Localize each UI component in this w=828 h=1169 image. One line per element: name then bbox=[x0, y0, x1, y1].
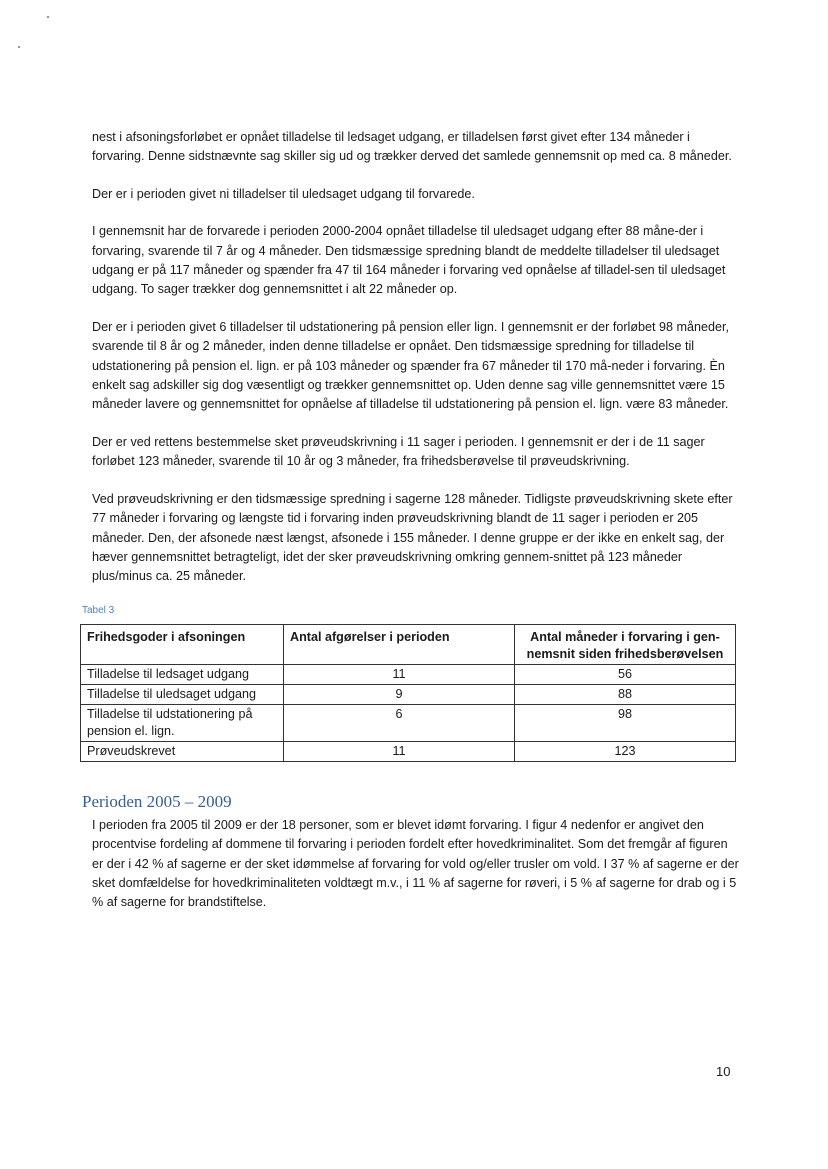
table-row bbox=[81, 741, 736, 761]
table-cell: 11 bbox=[284, 741, 515, 761]
table-cell: Tilladelse til uledsaget udgang bbox=[81, 684, 284, 704]
paragraph: Der er ved rettens bestemmelse sket prøveudskrivning i 11 sager i perioden. I gennemsnit er der i de 11 sager forløbet 123 måneder, svarende til 10 år og 3 måneder, fra frihedsberøvelse til prøveudskrivning. bbox=[92, 434, 705, 469]
statistics-table bbox=[80, 624, 736, 762]
paragraph: nest i afsoningsforløbet er opnået tilladelse til ledsaget udgang, er tilladelsen først givet efter 134 måneder i forvaring. Denne sidstnævnte sag skiller sig ud og trækker derved det samlede gennemsnit op med ca. 8 måneder. bbox=[92, 130, 732, 164]
table-cell: 88 bbox=[515, 684, 736, 704]
table-cell: 56 bbox=[515, 664, 736, 684]
paragraph: Ved prøveudskrivning er den tidsmæssige spredning i sagerne 128 måneder. Tidligste prøveudskrivning skete efter 77 måneder i forvaring og længste tid i forvaring inden prøveudskrivning blandt de 11 sager i perioden er 205 måneder. Den, der afsonede næst længst, afsonede i 155 måneder. I denne gruppe er der ikke en enkelt sag, der hæver gennemsnittet betragteligt, idet der sker prøveudskrivning omkring gennem-snittet på 123 måneder plus/minus ca. 25 måneder. bbox=[92, 491, 733, 584]
table-header-cell: Antal måneder i forvaring i gen-nemsnit siden frihedsberøvelsen bbox=[515, 624, 736, 664]
table-cell: 6 bbox=[284, 704, 515, 741]
table-header-cell: Antal afgørelser i perioden bbox=[284, 624, 515, 664]
page-number: 10 bbox=[716, 1064, 731, 1079]
table-cell: Tilladelse til udstationering på pension el. lign. bbox=[81, 704, 284, 741]
paragraph: Der er i perioden givet 6 tilladelser til udstationering på pension eller lign. I gennemsnit er der forløbet 98 måneder, svarende til 8 år og 2 måneder, inden denne tilladelse er opnået. Den tidsmæssige spredning for tilladelse til udstationering på pension el. lign. er på 103 måneder og spænder fra 67 måneder til 170 må-neder i forvaring. Èn enkelt sag adskiller sig dog væsentligt og trækker gennemsnittet op. Uden denne sag ville gennemsnittet være 15 måneder lavere og gennemsnittet for opnåelse af tilladelse til udstationering på pension el. lign. være 83 måneder. bbox=[92, 319, 730, 412]
scan-speck bbox=[47, 16, 49, 18]
table-cell: Prøveudskrevet bbox=[81, 741, 284, 761]
table-header-cell: Frihedsgoder i afsoningen bbox=[81, 624, 284, 664]
table-header-row bbox=[81, 624, 736, 664]
table-row bbox=[81, 684, 736, 704]
table-cell: 98 bbox=[515, 704, 736, 741]
table-row bbox=[81, 704, 736, 741]
table-cell: Tilladelse til ledsaget udgang bbox=[81, 664, 284, 684]
table-caption: Tabel 3 bbox=[82, 604, 115, 616]
section-heading: Perioden 2005 – 2009 bbox=[82, 791, 232, 811]
table-cell: 11 bbox=[284, 664, 515, 684]
paragraph: Der er i perioden givet ni tilladelser til uledsaget udgang til forvarede. bbox=[92, 186, 475, 201]
document-page bbox=[82, 128, 742, 931]
paragraph: I perioden fra 2005 til 2009 er der 18 personer, som er blevet idømt forvaring. I figur 4 nedenfor er angivet den procentvise fordeling af dommene til forvaring i perioden fordelt efter hovedkriminalitet. Som det fremgår af figuren er der i 42 % af sagerne er der sket idømmelse af forvaring for vold og/eller trusler om vold. I 37 % af sagerne er der sket domfældelse for hovedkriminaliteten voldtægt m.v., i 11 % af sagerne for røveri, i 5 % af sagerne for drab og i 5 % af sagerne for brandstiftelse. bbox=[92, 817, 739, 910]
table-row bbox=[81, 664, 736, 684]
table-cell: 123 bbox=[515, 741, 736, 761]
paragraph: I gennemsnit har de forvarede i perioden 2000-2004 opnået tilladelse til uledsaget udgang efter 88 måne-der i forvaring, svarende til 7 år og 4 måneder. Den tidsmæssige spredning blandt de meddelte tilladelser til uledsaget udgang er på 117 måneder og spænder fra 47 til 164 måneder i forvaring ved opnåelse af tilladel-sen til uledsaget udgang. To sager trækker dog gennemsnittet i alt 22 måneder op. bbox=[92, 224, 726, 297]
scan-speck bbox=[18, 46, 20, 48]
table-cell: 9 bbox=[284, 684, 515, 704]
